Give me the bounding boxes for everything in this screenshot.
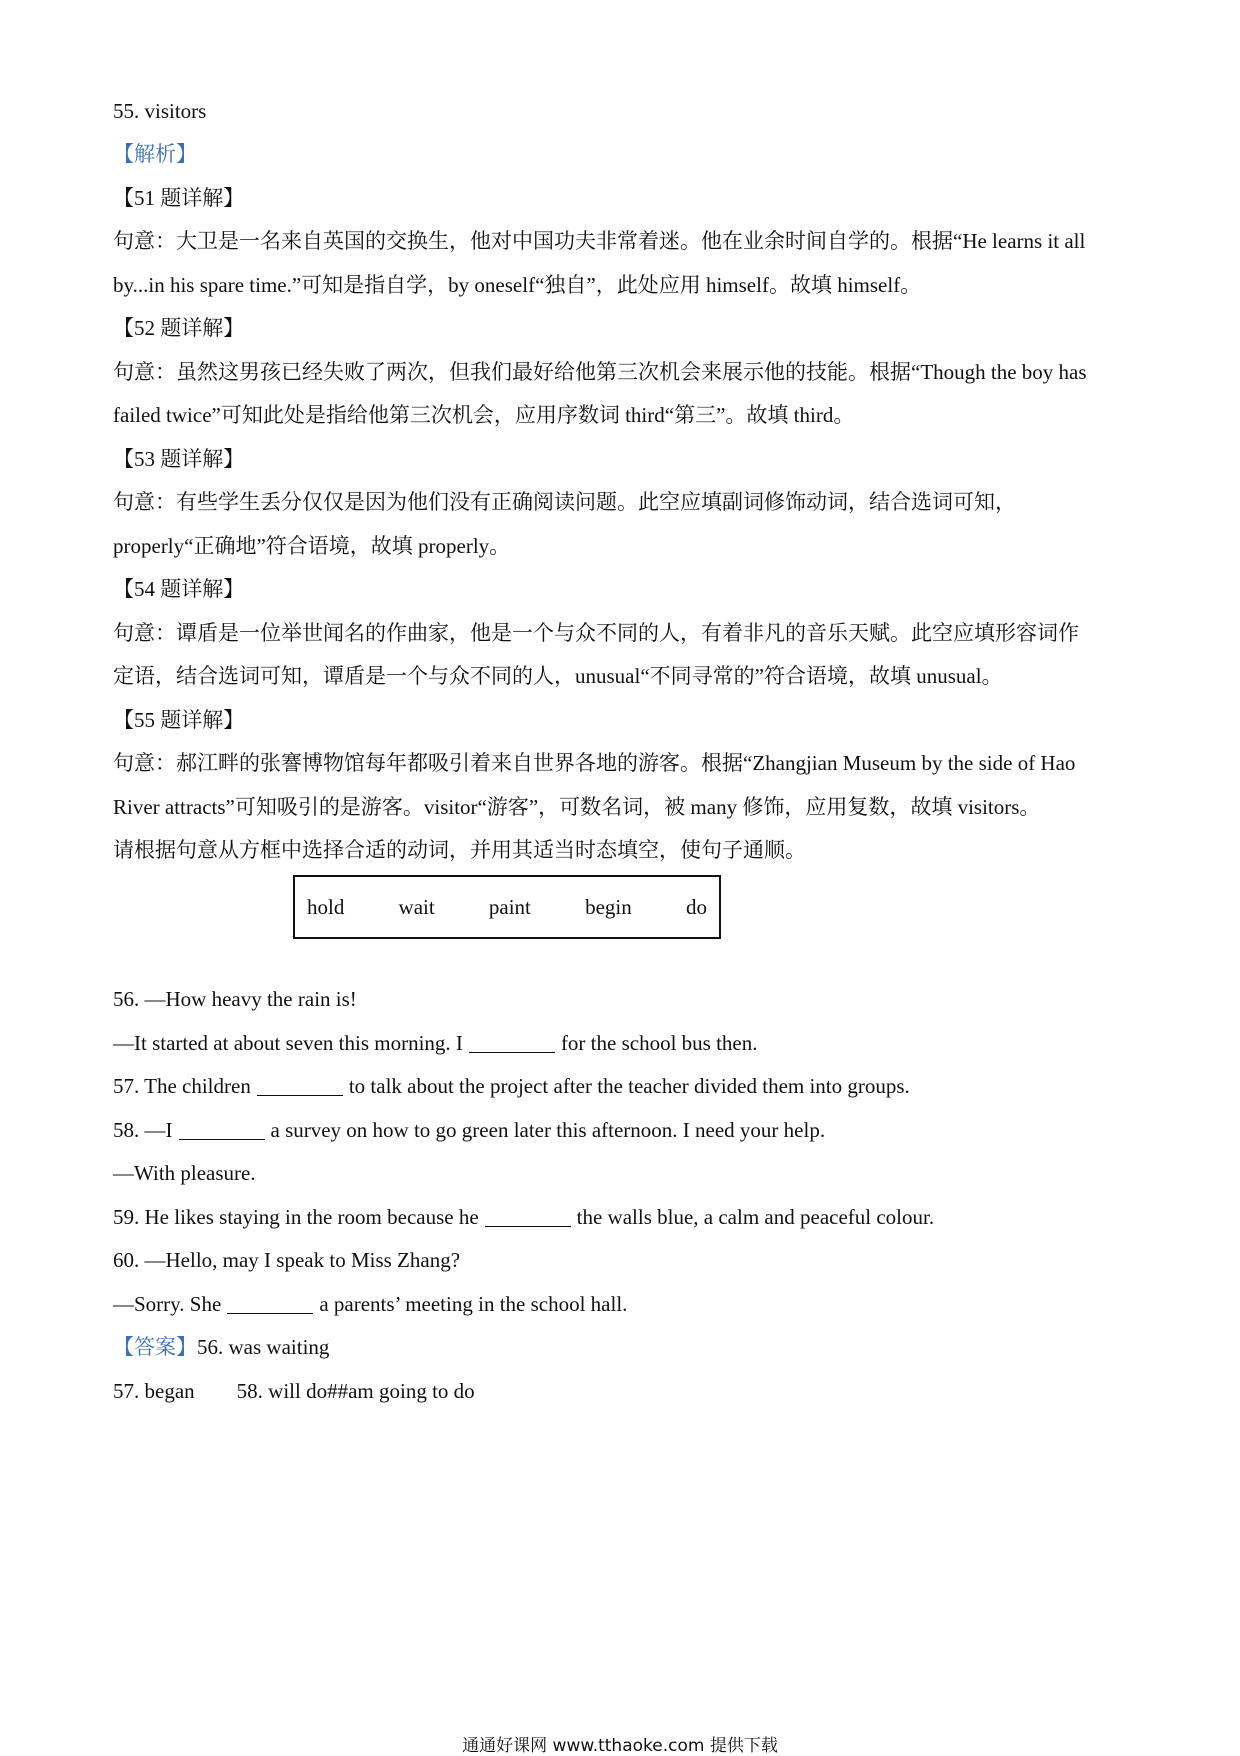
question-text: a parents’ meeting in the school hall. [319,1292,628,1316]
question-57 [113,1071,910,1101]
answer-text: 57. began [113,1379,195,1403]
answer-blank [227,1293,313,1314]
question-text: —Sorry. She [113,1292,222,1316]
answer-line-56 [113,1332,329,1362]
word-bank-item: wait [398,894,435,919]
answer-text: 56. was waiting [197,1335,330,1359]
answer-blank [485,1206,571,1227]
word-bank-box [293,875,721,939]
question-text: 58. —I [113,1118,173,1142]
question-text: the walls blue, a calm and peaceful colour. [576,1205,935,1229]
question-56-line-1: 56. —How heavy the rain is! [113,987,357,1011]
section-instruction: 请根据句意从方框中选择合适的动词，并用其适当时态填空，使句子通顺。 [113,838,806,862]
q52-explanation-1: 句意：虽然这男孩已经失败了两次，但我们最好给他第三次机会来展示他的技能。根据“Though the boy has [113,360,1087,384]
answer-blank [257,1075,343,1096]
q54-heading: 【54 题详解】 [113,577,245,601]
q55-heading: 【55 题详解】 [113,708,245,732]
q52-heading: 【52 题详解】 [113,316,245,340]
word-bank-item: begin [585,894,632,919]
question-text: a survey on how to go green later this afternoon. I need your help. [270,1118,826,1142]
q51-explanation-1: 句意：大卫是一名来自英国的交换生，他对中国功夫非常着迷。他在业余时间自学的。根据“He learns it all [113,229,1086,253]
question-text: for the school bus then. [560,1031,758,1055]
question-text: to talk about the project after the teacher divided them into groups. [348,1074,910,1098]
question-60-line-2 [113,1289,627,1319]
answer-blank [179,1119,265,1140]
question-60-line-1: 60. —Hello, may I speak to Miss Zhang? [113,1248,461,1272]
question-58-line-2: —With pleasure. [113,1161,256,1185]
q53-explanation-2: properly“正确地”符合语境，故填 properly。 [113,534,511,558]
answer-blank [469,1032,555,1053]
answer-tag: 【答案】 [113,1335,197,1359]
answer-text: 58. will do##am going to do [236,1379,475,1403]
question-text: —It started at about seven this morning. I [113,1031,463,1055]
word-bank-item: paint [488,894,531,919]
question-59 [113,1202,934,1232]
q55-explanation-1: 句意：郝江畔的张謇博物馆每年都吸引着来自世界各地的游客。根据“Zhangjian Museum by the side of Hao [113,751,1076,775]
answer-line-57-58 [113,1376,475,1406]
q54-explanation-1: 句意：谭盾是一位举世闻名的作曲家，他是一个与众不同的人，有着非凡的音乐天赋。此空应填形容词作 [113,621,1079,645]
q51-explanation-2: by...in his spare time.”可知是指自学，by oneself“独自”，此处应用 himself。故填 himself。 [113,273,922,297]
word-bank-item: hold [307,894,345,919]
q54-explanation-2: 定语，结合选词可知，谭盾是一个与众不同的人，unusual“不同寻常的”符合语境，故填 unusual。 [113,664,1003,688]
q52-explanation-2: failed twice”可知此处是指给他第三次机会，应用序数词 third“第三”。故填 third。 [113,403,855,427]
question-text: 59. He likes staying in the room because he [113,1205,479,1229]
question-58-line-1 [113,1115,825,1145]
analysis-heading: 【解析】 [113,142,197,166]
q51-heading: 【51 题详解】 [113,186,245,210]
question-text: 57. The children [113,1074,251,1098]
q53-heading: 【53 题详解】 [113,447,245,471]
q53-explanation-1: 句意：有些学生丢分仅仅是因为他们没有正确阅读问题。此空应填副词修饰动词，结合选词可知， [113,490,1016,514]
word-bank-item: do [685,894,707,919]
page-footer: 通通好课网 www.tthaoke.com 提供下载 [462,1736,778,1756]
question-56-line-2 [113,1028,757,1058]
answer-line-55: 55. visitors [113,99,207,123]
q55-explanation-2: River attracts”可知吸引的是游客。visitor“游客”，可数名词，被 many 修饰，应用复数，故填 visitors。 [113,795,1041,819]
